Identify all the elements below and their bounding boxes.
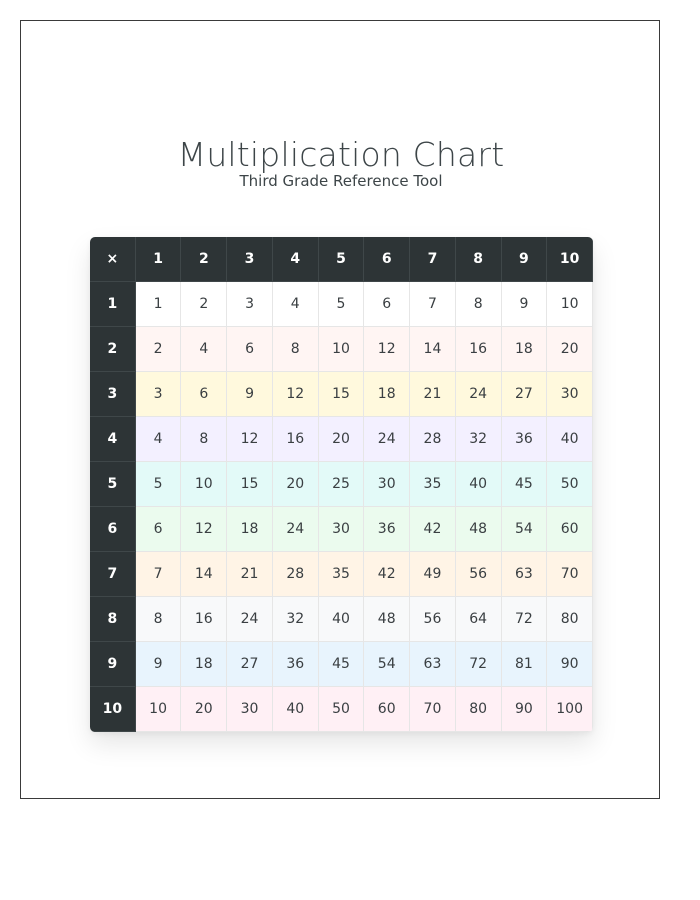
- product-cell: 10: [319, 327, 365, 372]
- column-header: 10: [547, 237, 593, 282]
- page-subtitle: Third Grade Reference Tool: [239, 172, 443, 190]
- page-title: Multiplication Chart: [177, 135, 505, 174]
- product-cell: 48: [364, 597, 410, 642]
- column-header: 9: [502, 237, 548, 282]
- product-cell: 60: [364, 687, 410, 732]
- product-cell: 16: [181, 597, 227, 642]
- product-cell: 20: [273, 462, 319, 507]
- column-header: 4: [273, 237, 319, 282]
- product-cell: 32: [456, 417, 502, 462]
- product-cell: 81: [502, 642, 548, 687]
- product-cell: 4: [136, 417, 182, 462]
- row-header: 4: [90, 417, 136, 462]
- product-cell: 40: [319, 597, 365, 642]
- product-cell: 14: [410, 327, 456, 372]
- product-cell: 9: [227, 372, 273, 417]
- product-cell: 50: [547, 462, 593, 507]
- product-cell: 63: [410, 642, 456, 687]
- product-cell: 24: [456, 372, 502, 417]
- product-cell: 12: [227, 417, 273, 462]
- column-header: 7: [410, 237, 456, 282]
- row-header: 10: [90, 687, 136, 732]
- product-cell: 3: [227, 282, 273, 327]
- product-cell: 8: [273, 327, 319, 372]
- product-cell: 9: [502, 282, 548, 327]
- column-header: 2: [181, 237, 227, 282]
- product-cell: 54: [502, 507, 548, 552]
- product-cell: 16: [273, 417, 319, 462]
- product-cell: 25: [319, 462, 365, 507]
- product-cell: 30: [364, 462, 410, 507]
- product-cell: 6: [227, 327, 273, 372]
- row-header: 7: [90, 552, 136, 597]
- product-cell: 90: [547, 642, 593, 687]
- product-cell: 45: [319, 642, 365, 687]
- product-cell: 8: [181, 417, 227, 462]
- product-cell: 56: [410, 597, 456, 642]
- product-cell: 42: [410, 507, 456, 552]
- product-cell: 70: [547, 552, 593, 597]
- product-cell: 20: [547, 327, 593, 372]
- product-cell: 36: [273, 642, 319, 687]
- product-cell: 24: [273, 507, 319, 552]
- product-cell: 6: [364, 282, 410, 327]
- product-cell: 48: [456, 507, 502, 552]
- product-cell: 64: [456, 597, 502, 642]
- product-cell: 63: [502, 552, 548, 597]
- product-cell: 2: [136, 327, 182, 372]
- product-cell: 21: [227, 552, 273, 597]
- product-cell: 72: [456, 642, 502, 687]
- product-cell: 10: [136, 687, 182, 732]
- product-cell: 80: [456, 687, 502, 732]
- column-header: 6: [364, 237, 410, 282]
- product-cell: 28: [410, 417, 456, 462]
- column-header: 3: [227, 237, 273, 282]
- product-cell: 2: [181, 282, 227, 327]
- product-cell: 27: [227, 642, 273, 687]
- product-cell: 90: [502, 687, 548, 732]
- row-header: 9: [90, 642, 136, 687]
- product-cell: 14: [181, 552, 227, 597]
- product-cell: 45: [502, 462, 548, 507]
- row-header: 6: [90, 507, 136, 552]
- product-cell: 42: [364, 552, 410, 597]
- product-cell: 16: [456, 327, 502, 372]
- corner-header: ×: [90, 237, 136, 282]
- product-cell: 24: [364, 417, 410, 462]
- product-cell: 15: [227, 462, 273, 507]
- product-cell: 40: [547, 417, 593, 462]
- product-cell: 35: [410, 462, 456, 507]
- product-cell: 100: [547, 687, 593, 732]
- product-cell: 50: [319, 687, 365, 732]
- product-cell: 3: [136, 372, 182, 417]
- row-header: 1: [90, 282, 136, 327]
- product-cell: 4: [273, 282, 319, 327]
- product-cell: 20: [319, 417, 365, 462]
- product-cell: 56: [456, 552, 502, 597]
- product-cell: 5: [136, 462, 182, 507]
- product-cell: 12: [181, 507, 227, 552]
- product-cell: 9: [136, 642, 182, 687]
- product-cell: 8: [456, 282, 502, 327]
- product-cell: 18: [227, 507, 273, 552]
- product-cell: 6: [136, 507, 182, 552]
- product-cell: 49: [410, 552, 456, 597]
- product-cell: 24: [227, 597, 273, 642]
- product-cell: 54: [364, 642, 410, 687]
- product-cell: 36: [502, 417, 548, 462]
- product-cell: 30: [227, 687, 273, 732]
- row-header: 2: [90, 327, 136, 372]
- product-cell: 1: [136, 282, 182, 327]
- product-cell: 40: [456, 462, 502, 507]
- multiplication-table: [90, 237, 593, 732]
- product-cell: 72: [502, 597, 548, 642]
- column-header: 1: [136, 237, 182, 282]
- product-cell: 30: [547, 372, 593, 417]
- column-header: 8: [456, 237, 502, 282]
- product-cell: 18: [502, 327, 548, 372]
- page-frame: [20, 20, 660, 799]
- product-cell: 20: [181, 687, 227, 732]
- product-cell: 18: [364, 372, 410, 417]
- product-cell: 4: [181, 327, 227, 372]
- product-cell: 21: [410, 372, 456, 417]
- product-cell: 27: [502, 372, 548, 417]
- product-cell: 7: [410, 282, 456, 327]
- product-cell: 12: [273, 372, 319, 417]
- product-cell: 10: [181, 462, 227, 507]
- product-cell: 60: [547, 507, 593, 552]
- product-cell: 35: [319, 552, 365, 597]
- product-cell: 5: [319, 282, 365, 327]
- product-cell: 6: [181, 372, 227, 417]
- product-cell: 80: [547, 597, 593, 642]
- product-cell: 7: [136, 552, 182, 597]
- product-cell: 32: [273, 597, 319, 642]
- product-cell: 15: [319, 372, 365, 417]
- product-cell: 12: [364, 327, 410, 372]
- product-cell: 36: [364, 507, 410, 552]
- row-header: 5: [90, 462, 136, 507]
- product-cell: 40: [273, 687, 319, 732]
- product-cell: 30: [319, 507, 365, 552]
- product-cell: 18: [181, 642, 227, 687]
- product-cell: 10: [547, 282, 593, 327]
- product-cell: 8: [136, 597, 182, 642]
- product-cell: 70: [410, 687, 456, 732]
- row-header: 3: [90, 372, 136, 417]
- row-header: 8: [90, 597, 136, 642]
- product-cell: 28: [273, 552, 319, 597]
- column-header: 5: [319, 237, 365, 282]
